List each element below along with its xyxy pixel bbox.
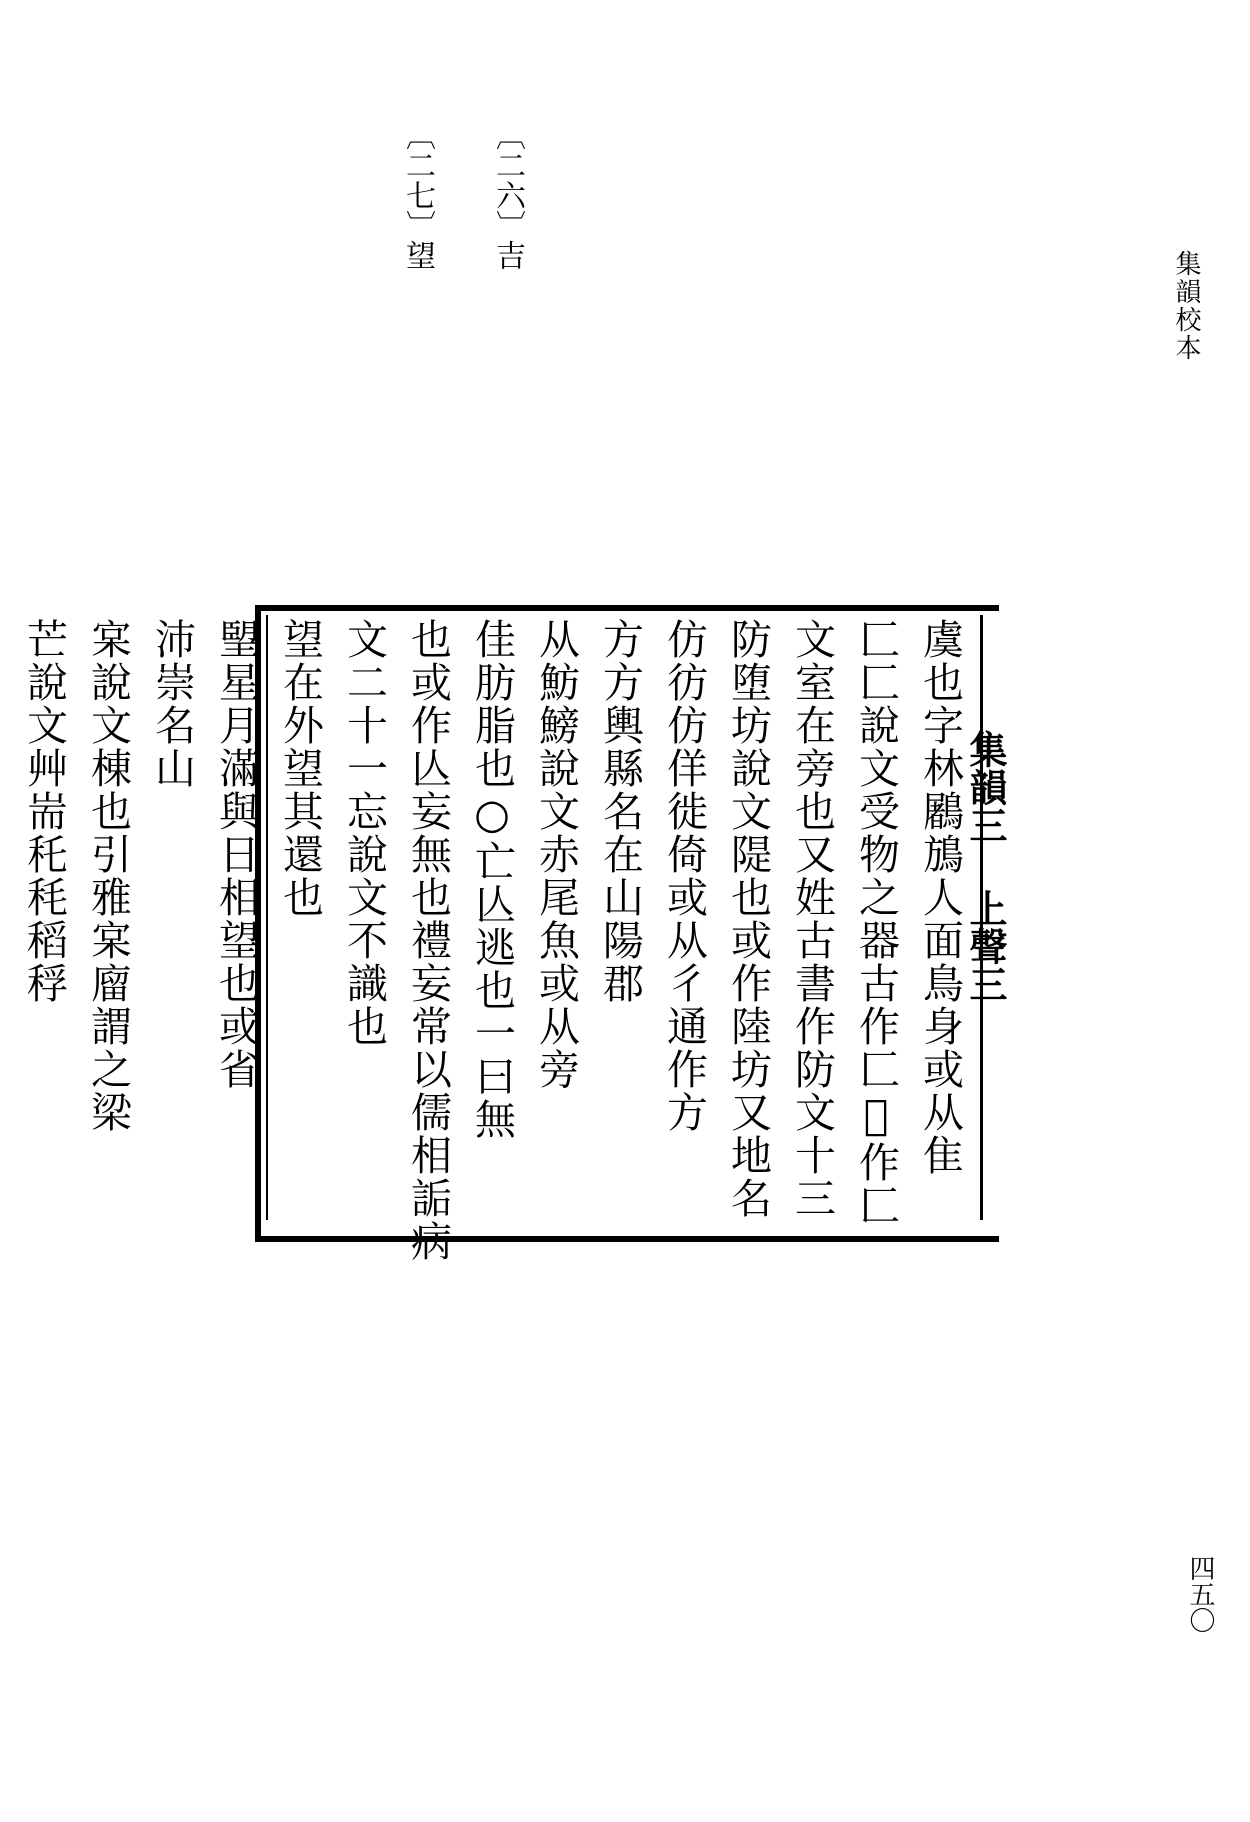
text-column: 沛崇名山 [148, 618, 196, 790]
running-title: 集韻校本 [1171, 250, 1201, 362]
text-columns [20, 618, 972, 1263]
text-column: 朢星月滿與日相望也或省 [212, 618, 260, 1091]
text-column: 匚匚說文受物之器古作匚𠤮作匚 [852, 618, 900, 1227]
page-number: 四五〇 [1185, 1555, 1215, 1633]
text-column: 虞也字林鷵鴋人面鳥身或从隹 [916, 618, 964, 1177]
text-column: 望在外望其還也 [276, 618, 324, 919]
text-column: 芒說文艸耑秅秏稻稃 [20, 618, 68, 1005]
collation-note-2: 〔二七〕望 [400, 120, 435, 270]
text-column: 佳肪脂也○亡亾逃也一曰無 [468, 618, 516, 1141]
text-column: 仿彷仿佯徙倚或从彳通作方 [660, 618, 708, 1134]
text-column: 方方輿縣名在山陽郡 [596, 618, 644, 1005]
text-column: 从魴鰟說文赤尾魚或从旁 [532, 618, 580, 1091]
collation-note-1: 〔二六〕吉 [490, 120, 525, 270]
text-column: 也或作亾妄無也禮妄常以儒相詬病 [404, 618, 452, 1263]
text-column: 文二十一忘說文不識也 [340, 618, 388, 1048]
text-column: 宲說文棟也引雅宲廇謂之梁 [84, 618, 132, 1134]
text-column: 文室在旁也又姓古書作防文十三 [788, 618, 836, 1220]
text-column: 防堕坊說文隄也或作陸坊又地名 [724, 618, 772, 1220]
banxin-label: 集韻三 上聲三 [963, 730, 1008, 1003]
